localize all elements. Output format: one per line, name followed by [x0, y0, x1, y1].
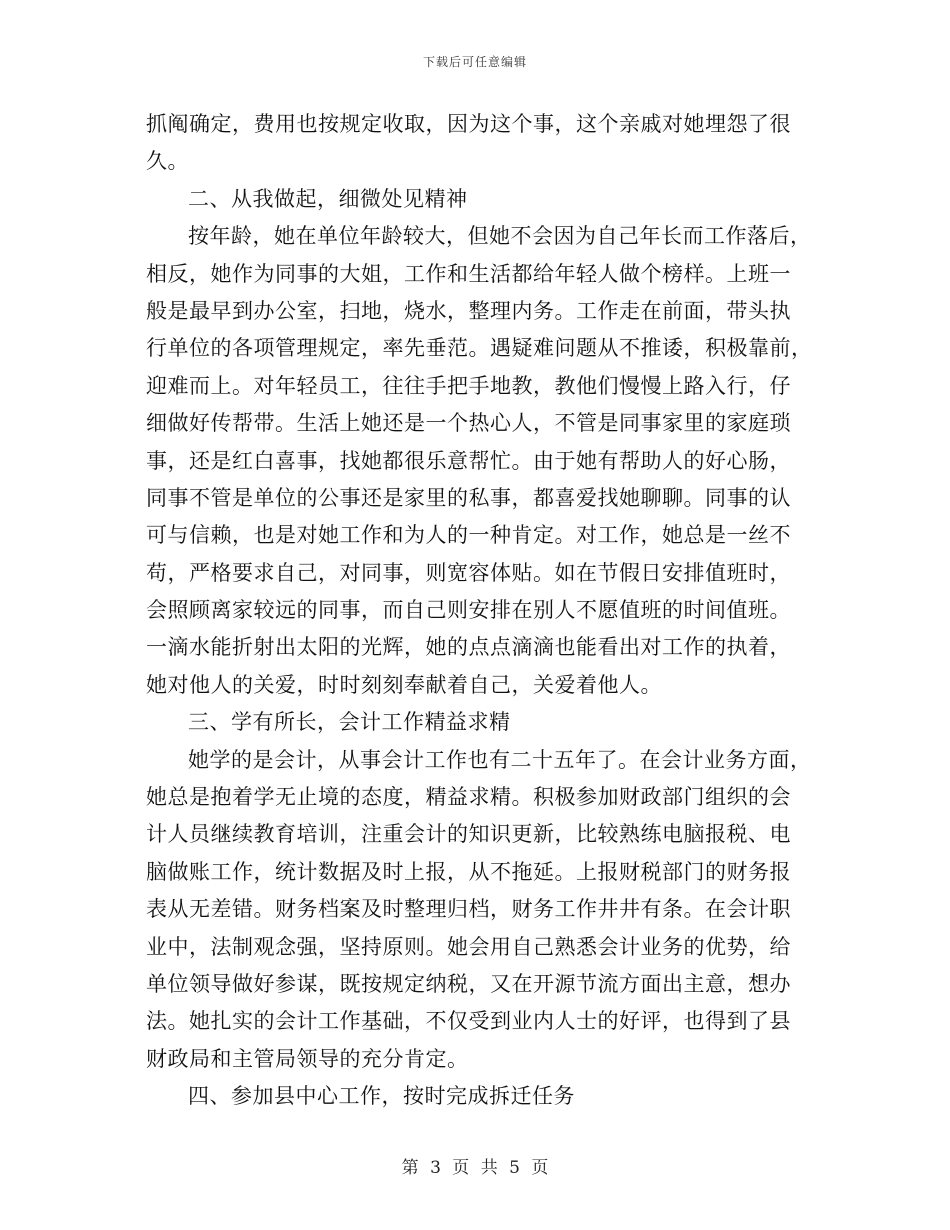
body-line: 相反，她作为同事的大姐，工作和生活都给年轻人做个榜样。上班一 — [146, 261, 791, 286]
paragraph-first-line: 她学的是会计，从事会计工作也有二十五年了。在会计业务方面， — [188, 747, 812, 772]
body-line: 计人员继续教育培训，注重会计的知识更新，比较熟练电脑报税、电 — [146, 822, 791, 847]
body-line: 行单位的各项管理规定，率先垂范。遇疑难问题从不推诿，积极靠前， — [146, 336, 813, 361]
body-line: 抓阄确定，费用也按规定收取，因为这个事，这个亲戚对她埋怨了很 — [146, 112, 791, 136]
body-line: 久。 — [146, 149, 189, 174]
body-line: 可与信赖，也是对她工作和为人的一种肯定。对工作，她总是一丝不 — [146, 523, 791, 548]
body-line: 她对他人的关爱，时时刻刻奉献着自己，关爱着他人。 — [146, 672, 662, 697]
document-body — [146, 106, 811, 1116]
paragraph-first-line: 按年龄，她在单位年龄较大，但她不会因为自己年长而工作落后， — [188, 224, 812, 249]
body-line: 细做好传帮带。生活上她还是一个热心人，不管是同事家里的家庭琐 — [146, 411, 791, 436]
body-line: 业中，法制观念强，坚持原则。她会用自己熟悉会计业务的优势，给 — [146, 934, 791, 959]
body-line: 表从无差错。财务档案及时整理归档，财务工作井井有条。在会计职 — [146, 897, 791, 922]
body-line: 迎难而上。对年轻员工，往往手把手地教，教他们慢慢上路入行，仔 — [146, 373, 791, 398]
body-line: 单位领导做好参谋，既按规定纳税，又在开源节流方面出主意，想办 — [146, 971, 791, 996]
body-line: 法。她扎实的会计工作基础，不仅受到业内人士的好评，也得到了县 — [146, 1009, 791, 1034]
section-heading: 三、学有所长，会计工作精益求精 — [188, 710, 511, 735]
section-heading: 二、从我做起，细微处见精神 — [188, 186, 468, 211]
page-header-note: 下载后可任意编辑 — [422, 55, 527, 69]
body-line: 财政局和主管局领导的充分肯定。 — [146, 1046, 469, 1071]
body-line: 事，还是红白喜事，找她都很乐意帮忙。由于她有帮助人的好心肠， — [146, 448, 791, 473]
body-line: 会照顾离家较远的同事，而自己则安排在别人不愿值班的时间值班。 — [146, 598, 791, 623]
body-line: 般是最早到办公室，扫地，烧水，整理内务。工作走在前面，带头执 — [146, 298, 791, 323]
body-line: 同事不管是单位的公事还是家里的私事，都喜爱找她聊聊。同事的认 — [146, 485, 791, 510]
body-line: 一滴水能折射出太阳的光辉，她的点点滴滴也能看出对工作的执着， — [146, 635, 791, 660]
page-number: 第 3 页 共 5 页 — [401, 1158, 549, 1178]
body-line: 苟，严格要求自己，对同事，则宽容体贴。如在节假日安排值班时， — [146, 560, 791, 585]
section-heading: 四、参加县中心工作，按时完成拆迁任务 — [188, 1084, 575, 1109]
body-line: 脑做账工作，统计数据及时上报，从不拖延。上报财税部门的财务报 — [146, 859, 791, 884]
body-line: 她总是抱着学无止境的态度，精益求精。积极参加财政部门组织的会 — [146, 785, 791, 810]
